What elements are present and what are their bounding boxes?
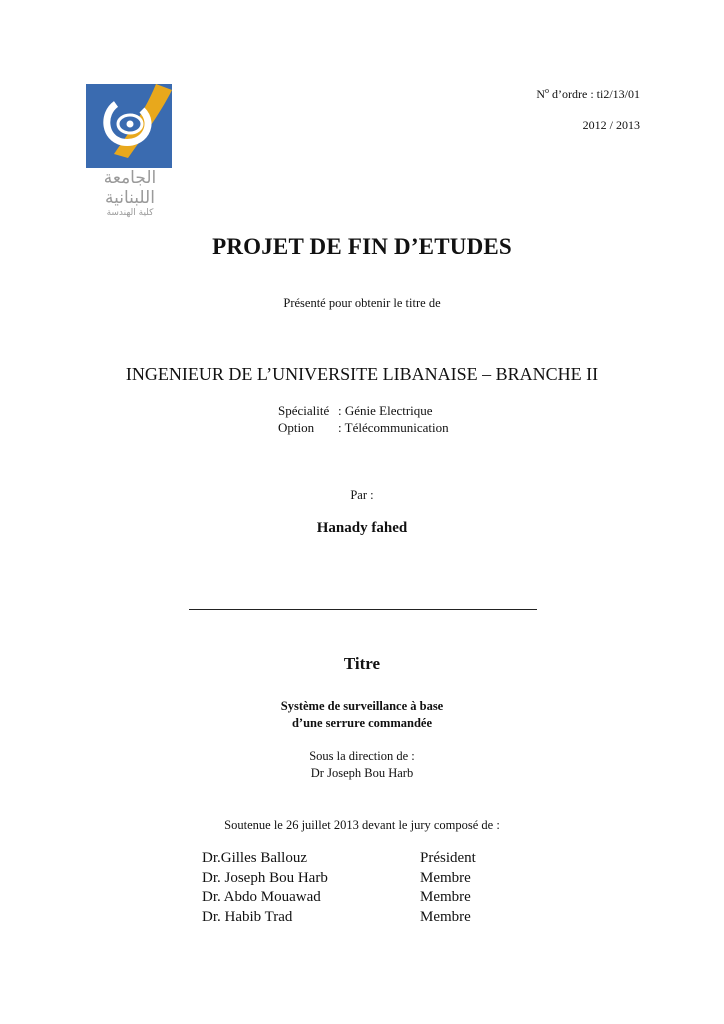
jury-member-role: Président xyxy=(420,850,476,866)
specialty-row xyxy=(278,402,449,419)
thesis-title-line1: Système de surveillance à base xyxy=(280,699,444,713)
specialty-value: : Génie Electrique xyxy=(338,403,433,418)
director-name: Dr Joseph Bou Harb xyxy=(310,766,414,780)
jury-member-name: Dr.Gilles Ballouz xyxy=(202,850,307,866)
option-row xyxy=(278,419,449,436)
option-key: Option xyxy=(278,420,315,435)
titre-label: Titre xyxy=(343,654,381,673)
direction-label: Sous la direction de : xyxy=(309,749,415,763)
by-label: Par : xyxy=(350,488,374,502)
jury-row xyxy=(202,849,476,869)
specialty-key: Spécialité xyxy=(278,403,330,418)
jury-member-role: Membre xyxy=(420,869,471,886)
jury-member-name: Dr. Habib Trad xyxy=(202,908,293,925)
thesis-title xyxy=(0,698,724,732)
university-logo-icon xyxy=(86,84,178,174)
logo-arabic-subtitle: كلية الهندسة xyxy=(106,208,154,218)
specialty-block xyxy=(278,402,449,436)
thesis-title-line2: d’une serrure commandée xyxy=(291,716,433,730)
order-rest: d’ordre : ti2/13/01 xyxy=(549,87,640,101)
order-prefix: N xyxy=(536,87,546,101)
jury-list xyxy=(202,849,476,927)
direction-block xyxy=(0,748,724,782)
subtitle: Présenté pour obtenir le titre de xyxy=(283,296,441,310)
jury-row xyxy=(202,908,476,928)
jury-member-role: Membre xyxy=(420,889,471,905)
jury-member-name: Dr. Abdo Mouawad xyxy=(202,889,321,905)
academic-year: 2012 / 2013 xyxy=(582,118,640,132)
defense-statement: Soutenue le 26 juillet 2013 devant le jury composé de : xyxy=(224,818,500,832)
jury-member-name: Dr. Joseph Bou Harb xyxy=(202,869,328,886)
degree-title: INGENIEUR DE L’UNIVERSITE LIBANAISE – BRANCHE II xyxy=(125,364,599,384)
author-name: Hanady fahed xyxy=(316,520,408,536)
separator-line xyxy=(189,609,537,610)
logo-arabic-name xyxy=(82,168,178,218)
logo-arabic-title: الجامعة اللبنانية xyxy=(103,168,157,208)
page-title: PROJET DE FIN D’ETUDES xyxy=(212,234,512,259)
jury-row xyxy=(202,869,476,889)
order-sup: o xyxy=(545,86,550,95)
jury-row xyxy=(202,888,476,908)
jury-member-role: Membre xyxy=(420,908,471,925)
order-number xyxy=(536,86,640,102)
option-value: : Télécommunication xyxy=(338,420,449,435)
